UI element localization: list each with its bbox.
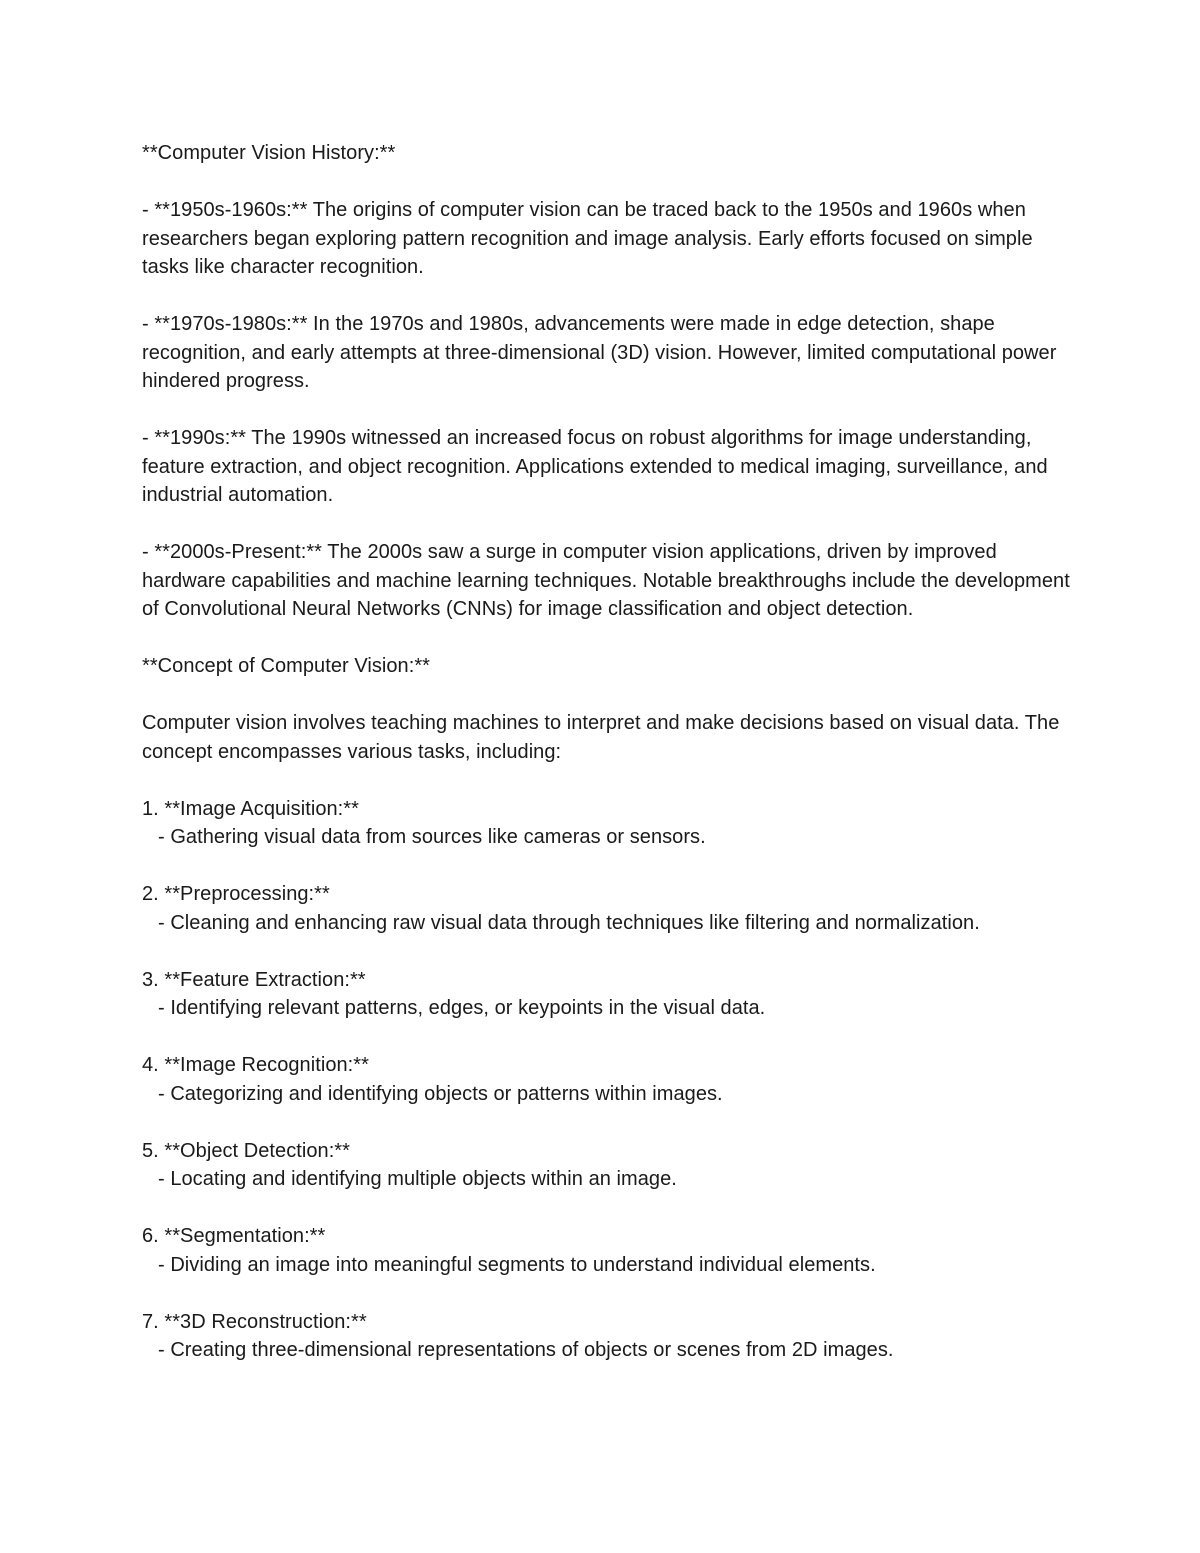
history-entry-1970s: - **1970s-1980s:** In the 1970s and 1980s, advancements were made in edge detection, shape recognition, and early attempts at three-dimensional (3D) vision. However, limited computational power hindered progress.	[142, 313, 1063, 392]
task-description: - Creating three-dimensional representations of objects or scenes from 2D images.	[158, 1339, 894, 1361]
task-title: 2. **Preprocessing:**	[142, 883, 330, 905]
task-title: 3. **Feature Extraction:**	[142, 968, 366, 991]
task-item	[142, 880, 1072, 937]
task-description: - Categorizing and identifying objects or patterns within images.	[158, 1082, 723, 1105]
task-title: 4. **Image Recognition:**	[142, 1054, 369, 1076]
task-title: 6. **Segmentation:**	[142, 1225, 326, 1247]
history-entry-1990s: - **1990s:** The 1990s witnessed an increased focus on robust algorithms for image understanding, feature extraction, and object recognition. Applications extended to medical imaging, surveillance, and industrial automation.	[142, 427, 1054, 506]
task-description: - Identifying relevant patterns, edges, or keypoints in the visual data.	[158, 997, 766, 1019]
task-description: - Locating and identifying multiple objects within an image.	[158, 1168, 677, 1190]
concept-heading: **Concept of Computer Vision:**	[142, 655, 431, 677]
document-page	[142, 139, 1076, 1393]
task-description: - Dividing an image into meaningful segments to understand individual elements.	[158, 1253, 876, 1276]
task-item	[142, 795, 1072, 852]
history-entry-2000s: - **2000s-Present:** The 2000s saw a surge in computer vision applications, driven by improved hardware capabilities and machine learning techniques. Notable breakthroughs include the development of Convolutional Neural Networks (CNNs) for image classification and object detection.	[142, 541, 1076, 620]
task-title: 1. **Image Acquisition:**	[142, 797, 359, 820]
task-description: - Cleaning and enhancing raw visual data through techniques like filtering and normalization.	[158, 911, 980, 934]
concept-intro: Computer vision involves teaching machines to interpret and make decisions based on visual data. The concept encompasses various tasks, including:	[142, 712, 1065, 763]
task-item	[142, 1051, 1072, 1108]
task-description: - Gathering visual data from sources like cameras or sensors.	[158, 826, 706, 848]
task-title: 7. **3D Reconstruction:**	[142, 1310, 367, 1333]
task-item	[142, 1222, 1072, 1279]
task-item	[142, 966, 1072, 1023]
history-entry-1950s: - **1950s-1960s:** The origins of computer vision can be traced back to the 1950s and 1960s when researchers began exploring pattern recognition and image analysis. Early efforts focused on simple tasks like character recognition.	[142, 199, 1039, 278]
history-heading: **Computer Vision History:**	[142, 142, 396, 164]
task-item	[142, 1137, 1072, 1194]
task-title: 5. **Object Detection:**	[142, 1139, 350, 1162]
task-item	[142, 1308, 1072, 1365]
